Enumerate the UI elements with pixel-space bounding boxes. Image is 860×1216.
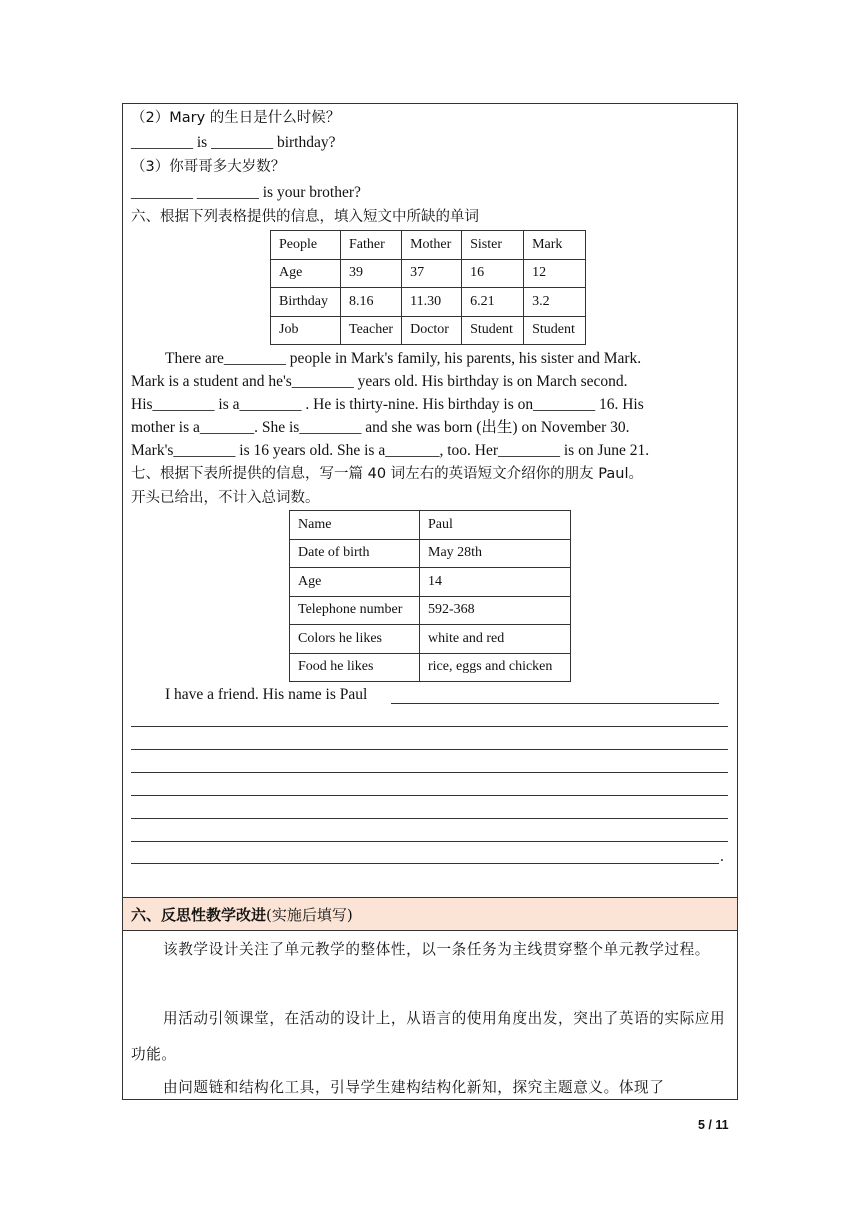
friend-table-cell: 14 (420, 568, 571, 597)
friend-table-cell: Date of birth (290, 539, 420, 568)
family-table-cell: 3.2 (524, 288, 586, 317)
passage-line: Mark is a student and he's________ years old. His birthday is on March second. (131, 373, 628, 390)
passage-line: His________ is a________ . He is thirty-nine. His birthday is on________ 16. His (131, 396, 644, 413)
family-table-cell: Sister (462, 231, 524, 260)
reflection-body (123, 931, 737, 1099)
reflection-header (123, 897, 737, 931)
writing-line[interactable] (131, 841, 728, 842)
friend-table (289, 510, 571, 682)
family-table-cell: Student (524, 316, 586, 345)
friend-table-cell: rice, eggs and chicken (420, 653, 571, 682)
friend-table-row (290, 568, 571, 597)
page-number: 5 / 11 (698, 1118, 729, 1132)
section7-line2: 开头已给出，不计入总词数。 (131, 490, 320, 506)
family-table-cell: 16 (462, 259, 524, 288)
family-table-cell: 8.16 (341, 288, 402, 317)
writing-line[interactable] (131, 726, 728, 727)
q3-answer: ________ ________ is your brother? (131, 184, 361, 201)
passage-line: mother is a_______. She is________ and she was born (出生) on November 30. (131, 419, 630, 436)
friend-table-cell: Paul (420, 511, 571, 540)
writing-line[interactable] (131, 772, 728, 773)
writing-line[interactable] (131, 749, 728, 750)
friend-table-cell: white and red (420, 625, 571, 654)
reflection-note: (实施后填写) (266, 906, 353, 924)
family-table-row (271, 259, 586, 288)
friend-table-cell: Age (290, 568, 420, 597)
reflection-title-text: 六、反思性教学改进 (131, 906, 267, 924)
friend-table-row (290, 596, 571, 625)
passage-line: There are________ people in Mark's family, his parents, his sister and Mark. (165, 350, 642, 367)
q3-prompt: （3）你哥哥多大岁数？ (131, 159, 286, 175)
writing-end-mark: . (720, 848, 724, 865)
friend-table-row (290, 625, 571, 654)
reflection-paragraph: 由问题链和结构化工具，引导学生建构结构化新知，探究主题意义。体现了 (163, 1079, 665, 1096)
exercise-section (123, 104, 737, 897)
section7-line1: 七、根据下表所提供的信息，写一篇 40 词左右的英语短文介绍你的朋友 Paul。 (131, 466, 643, 482)
friend-table-cell: Food he likes (290, 653, 420, 682)
family-table-cell: Teacher (341, 316, 402, 345)
family-table-cell: 39 (341, 259, 402, 288)
family-table-row (271, 288, 586, 317)
reflection-title (131, 904, 353, 925)
family-table-cell: 37 (402, 259, 462, 288)
reflection-paragraph: 该教学设计关注了单元教学的整体性，以一条任务为主线贯穿整个单元教学过程。 (163, 941, 710, 958)
reflection-paragraph: 用活动引领课堂，在活动的设计上，从语言的使用角度出发，突出了英语的实际应用功能。 (131, 1010, 726, 1063)
family-table-cell: Job (271, 316, 341, 345)
family-table-cell: Mark (524, 231, 586, 260)
family-table-row (271, 316, 586, 345)
friend-table-row (290, 653, 571, 682)
family-table (270, 230, 586, 345)
q2-prompt: （2）Mary 的生日是什么时候？ (131, 110, 341, 126)
passage-line: Mark's________ is 16 years old. She is a_______, too. Her________ is on June 21. (131, 442, 650, 459)
friend-table-row (290, 539, 571, 568)
family-table-cell: Age (271, 259, 341, 288)
family-table-row (271, 231, 586, 260)
friend-table-cell: Name (290, 511, 420, 540)
q2-answer: ________ is ________ birthday? (131, 134, 336, 151)
writing-start: I have a friend. His name is Paul (165, 686, 368, 703)
family-table-cell: People (271, 231, 341, 260)
family-table-cell: Father (341, 231, 402, 260)
friend-table-cell: Telephone number (290, 596, 420, 625)
writing-line[interactable] (131, 863, 719, 864)
family-table-cell: 11.30 (402, 288, 462, 317)
family-table-cell: Birthday (271, 288, 341, 317)
friend-table-row (290, 511, 571, 540)
worksheet-frame (122, 103, 738, 1100)
friend-table-cell: May 28th (420, 539, 571, 568)
family-table-cell: Student (462, 316, 524, 345)
writing-line[interactable] (391, 703, 719, 704)
family-table-cell: 12 (524, 259, 586, 288)
writing-line[interactable] (131, 795, 728, 796)
section6-title: 六、根据下列表格提供的信息，填入短文中所缺的单词 (131, 209, 479, 225)
family-table-cell: Mother (402, 231, 462, 260)
writing-line[interactable] (131, 818, 728, 819)
family-table-cell: Doctor (402, 316, 462, 345)
friend-table-cell: Colors he likes (290, 625, 420, 654)
friend-table-cell: 592-368 (420, 596, 571, 625)
family-table-cell: 6.21 (462, 288, 524, 317)
